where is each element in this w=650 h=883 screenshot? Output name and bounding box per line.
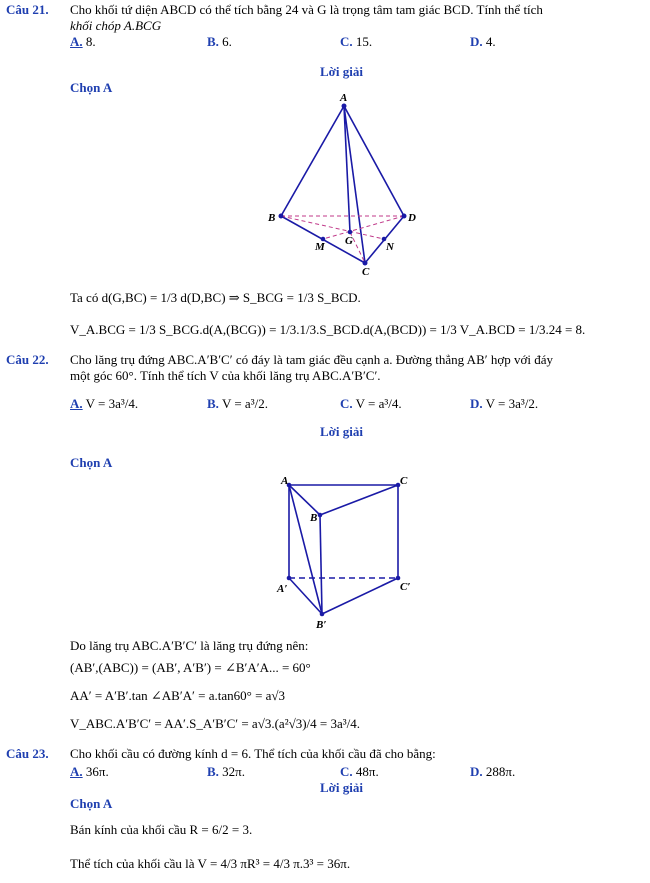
q22-option-c[interactable]: C. V = a³/4. [340, 396, 402, 411]
q21-option-a[interactable]: A. 8. [70, 34, 96, 49]
q23-option-a[interactable]: A. 36π. [70, 764, 109, 779]
q22-option-b[interactable]: B. V = a³/2. [207, 396, 268, 411]
q22-solution-line2: (AB′,(ABC)) = (AB′, A′B′) = ∠B′A′A... = 60° [70, 660, 311, 675]
q22-prism-figure [272, 470, 422, 630]
q23-choose: Chọn A [70, 796, 113, 811]
q22-choose: Chọn A [70, 455, 113, 470]
q21-label-a: A [340, 92, 348, 104]
q22-option-a[interactable]: A. V = 3a³/4. [70, 396, 139, 411]
q22-label: Câu 22. [6, 352, 49, 367]
q22-text-line1: Cho lăng trụ đứng ABC.A′B′C′ có đáy là tam giác đều cạnh a. Đường thẳng AB′ hợp với đáy [70, 352, 553, 367]
q21-option-b[interactable]: B. 6. [207, 34, 232, 49]
q21-text-line2: khối chóp A.BCG [70, 18, 162, 33]
q21-tetrahedron-figure [260, 88, 430, 278]
q22-label-b1: B′ [316, 619, 327, 630]
q21-label-m: M [315, 241, 325, 253]
q21-label-g: G [345, 235, 353, 247]
q21-solution-title: Lời giải [320, 64, 363, 79]
q23-solution-title: Lời giải [320, 780, 363, 795]
q21-label-d: D [408, 212, 416, 224]
q23-label: Câu 23. [6, 746, 49, 761]
q21-choose: Chọn A [70, 80, 113, 95]
q22-solution-line1: Do lăng trụ ABC.A′B′C′ là lăng trụ đứng nên: [70, 638, 309, 653]
q22-label-c1: C′ [400, 581, 411, 593]
q22-label-b: B [310, 512, 318, 524]
q22-label-a1: A′ [277, 583, 288, 595]
q23-option-b[interactable]: B. 32π. [207, 764, 245, 779]
q22-solution-line4: V_ABC.A′B′C′ = AA′.S_A′B′C′ = a√3.(a²√3)/4 = 3a³/4. [70, 716, 361, 731]
q23-solution-line1: Bán kính của khối cầu R = 6/2 = 3. [70, 822, 253, 837]
q21-label-b: B [268, 212, 276, 224]
q21-option-c[interactable]: C. 15. [340, 34, 373, 49]
q22-solution-line3: AA′ = A′B′.tan ∠AB′A′ = a.tan60° = a√3 [70, 688, 286, 703]
q21-label-n: N [386, 241, 394, 253]
q21-option-d[interactable]: D. 4. [470, 34, 496, 49]
q21-solution-line2: V_A.BCG = 1/3 S_BCG.d(A,(BCG)) = 1/3.1/3.S_BCD.d(A,(BCD)) = 1/3 V_A.BCD = 1/3.24 = 8. [70, 322, 586, 337]
q22-text-line2: một góc 60°. Tính thể tích V của khối lăng trụ ABC.A′B′C′. [70, 368, 381, 383]
q22-option-d[interactable]: D. V = 3a³/2. [470, 396, 539, 411]
q21-solution-line1: Ta có d(G,BC) = 1/3 d(D,BC) ⇒ S_BCG = 1/3 S_BCD. [70, 290, 361, 305]
q22-label-a: A [281, 475, 289, 487]
q22-solution-title: Lời giải [320, 424, 363, 439]
q21-text-line1: Cho khối tứ diện ABCD có thể tích bằng 24 và G là trọng tâm tam giác BCD. Tính thể tích [70, 2, 543, 17]
q23-option-c[interactable]: C. 48π. [340, 764, 379, 779]
q22-label-c: C [400, 475, 408, 487]
q21-label: Câu 21. [6, 2, 49, 17]
q23-text-line1: Cho khối cầu có đường kính d = 6. Thể tích của khối cầu đã cho bằng: [70, 746, 436, 761]
q21-label-c: C [362, 266, 370, 278]
q23-option-d[interactable]: D. 288π. [470, 764, 516, 779]
q23-solution-line2: Thể tích của khối cầu là V = 4/3 πR³ = 4/3 π.3³ = 36π. [70, 856, 351, 871]
